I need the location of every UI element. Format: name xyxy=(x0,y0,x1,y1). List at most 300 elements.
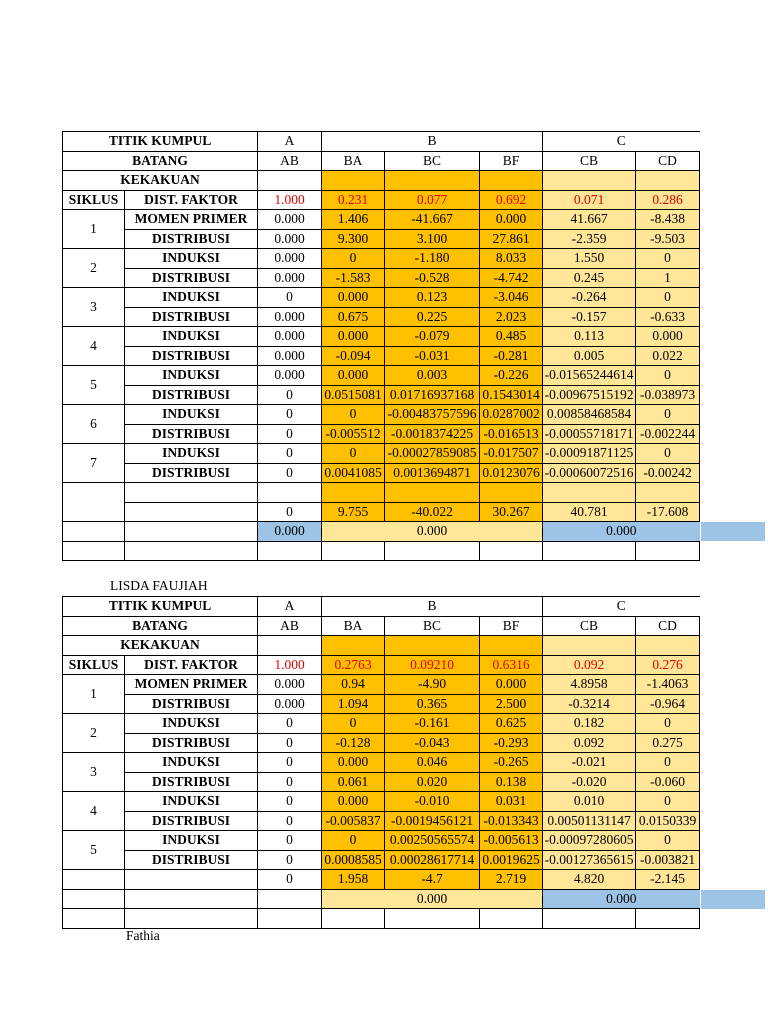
blank-cell xyxy=(125,870,258,890)
value-cell: 0 xyxy=(636,405,700,425)
value-cell: 0.000 xyxy=(322,753,385,773)
blank-cell xyxy=(322,483,385,503)
value-cell: -0.01565244614 xyxy=(543,366,636,386)
value-cell: 0.000 xyxy=(480,675,543,695)
distribution-factor: 0.092 xyxy=(543,655,636,675)
moment-distribution-table-1 xyxy=(62,131,700,561)
value-cell: 0 xyxy=(258,811,322,831)
distribution-factor: 0.286 xyxy=(636,190,700,210)
value-cell: 0.0008585 xyxy=(322,850,385,870)
value-cell: 2.500 xyxy=(480,694,543,714)
value-cell: -0.00055718171 xyxy=(543,424,636,444)
cycle-number: 4 xyxy=(63,327,125,366)
value-cell: -0.005837 xyxy=(322,811,385,831)
total-moment: -2.145 xyxy=(636,870,700,890)
joint-sum: 0.000 xyxy=(543,889,700,909)
blank-cell xyxy=(125,483,258,503)
value-cell: -0.079 xyxy=(385,327,480,347)
value-cell: 0 xyxy=(258,714,322,734)
value-cell: 0.000 xyxy=(322,288,385,308)
total-moment: 30.267 xyxy=(480,502,543,522)
row-label: DISTRIBUSI xyxy=(125,694,258,714)
value-cell: 0.225 xyxy=(385,307,480,327)
table-row xyxy=(63,424,700,444)
moment-distribution-table-2 xyxy=(62,596,700,929)
distribution-factor: 1.000 xyxy=(258,190,322,210)
value-cell: -0.002244 xyxy=(636,424,700,444)
value-cell: -0.964 xyxy=(636,694,700,714)
value-cell: 0.123 xyxy=(385,288,480,308)
value-cell: 0.0041085 xyxy=(322,463,385,483)
table-row xyxy=(63,694,700,714)
blank-cell xyxy=(543,541,636,561)
joint-label: A xyxy=(258,597,322,617)
author-caption-1: LISDA FAUJIAH xyxy=(110,578,208,593)
value-cell: -0.226 xyxy=(480,366,543,386)
titik-kumpul-label: TITIK KUMPUL xyxy=(63,132,258,152)
table-row xyxy=(63,444,700,464)
stiffness-cell xyxy=(543,171,636,191)
value-cell: 0.113 xyxy=(543,327,636,347)
blank-cell xyxy=(63,483,125,522)
blank-cell xyxy=(385,541,480,561)
stiffness-cell xyxy=(258,171,322,191)
value-cell: -0.3214 xyxy=(543,694,636,714)
row-label: INDUKSI xyxy=(125,327,258,347)
value-cell: 0.625 xyxy=(480,714,543,734)
table-row xyxy=(63,288,700,308)
row-label: DISTRIBUSI xyxy=(125,424,258,444)
cycle-number: 4 xyxy=(63,792,125,831)
row-label: DISTRIBUSI xyxy=(125,307,258,327)
distribution-factor: 0.09210 xyxy=(385,655,480,675)
row-label: DISTRIBUSI xyxy=(125,229,258,249)
header-row-joints xyxy=(63,132,700,152)
blank-cell xyxy=(480,541,543,561)
table-row xyxy=(63,405,700,425)
stiffness-cell xyxy=(322,636,385,656)
sum-cell-extension xyxy=(701,522,765,541)
value-cell: -0.00967515192 xyxy=(543,385,636,405)
table-row xyxy=(63,811,700,831)
table-row xyxy=(63,327,700,347)
row-label: DISTRIBUSI xyxy=(125,385,258,405)
header-row-members xyxy=(63,616,700,636)
total-moment: -17.608 xyxy=(636,502,700,522)
cycle-number: 1 xyxy=(63,210,125,249)
value-cell: -0.016513 xyxy=(480,424,543,444)
joint-label: B xyxy=(322,597,543,617)
value-cell: 0.0013694871 xyxy=(385,463,480,483)
value-cell: -0.528 xyxy=(385,268,480,288)
total-moment: 9.755 xyxy=(322,502,385,522)
value-cell: 0 xyxy=(258,385,322,405)
value-cell: -0.003821 xyxy=(636,850,700,870)
value-cell: -2.359 xyxy=(543,229,636,249)
value-cell: -0.021 xyxy=(543,753,636,773)
total-moment: 40.781 xyxy=(543,502,636,522)
stiffness-cell xyxy=(480,171,543,191)
stiffness-cell xyxy=(636,171,700,191)
value-cell: 0.005 xyxy=(543,346,636,366)
value-cell: 9.300 xyxy=(322,229,385,249)
value-cell: 0 xyxy=(322,444,385,464)
member-label: CD xyxy=(636,616,700,636)
value-cell: -1.180 xyxy=(385,249,480,269)
total-moment: 2.719 xyxy=(480,870,543,890)
value-cell: -0.017507 xyxy=(480,444,543,464)
stiffness-cell xyxy=(385,636,480,656)
value-cell: 0.182 xyxy=(543,714,636,734)
cycle-number: 5 xyxy=(63,831,125,870)
value-cell: 2.023 xyxy=(480,307,543,327)
value-cell: 8.033 xyxy=(480,249,543,269)
distribution-factor: 0.6316 xyxy=(480,655,543,675)
table-row xyxy=(63,831,700,851)
value-cell: 3.100 xyxy=(385,229,480,249)
value-cell: 0 xyxy=(636,753,700,773)
value-cell: -0.060 xyxy=(636,772,700,792)
value-cell: 0.675 xyxy=(322,307,385,327)
total-moment: 0 xyxy=(258,502,322,522)
dist-faktor-label: DIST. FAKTOR xyxy=(125,190,258,210)
table-row xyxy=(63,753,700,773)
blank-cell xyxy=(63,522,125,542)
value-cell: 0 xyxy=(258,753,322,773)
value-cell: -0.00483757596 xyxy=(385,405,480,425)
joint-sum: 0.000 xyxy=(543,522,700,542)
value-cell: 0 xyxy=(322,831,385,851)
value-cell: 0.000 xyxy=(258,307,322,327)
value-cell: 0.000 xyxy=(322,792,385,812)
value-cell: 0 xyxy=(636,831,700,851)
cycle-number: 1 xyxy=(63,675,125,714)
total-moment: -4.7 xyxy=(385,870,480,890)
row-label: DISTRIBUSI xyxy=(125,268,258,288)
stiffness-cell xyxy=(480,636,543,656)
blank-cell xyxy=(322,909,385,929)
value-cell: -0.013343 xyxy=(480,811,543,831)
blank-cell xyxy=(636,483,700,503)
blank-row xyxy=(63,541,700,561)
stiffness-cell xyxy=(543,636,636,656)
table-row xyxy=(63,850,700,870)
table-row xyxy=(63,307,700,327)
blank-cell xyxy=(258,483,322,503)
member-label: BF xyxy=(480,151,543,171)
table-row xyxy=(63,733,700,753)
blank-cell xyxy=(543,483,636,503)
value-cell: 0 xyxy=(258,288,322,308)
blank-cell xyxy=(636,909,700,929)
blank-cell xyxy=(125,541,258,561)
value-cell: -4.90 xyxy=(385,675,480,695)
value-cell: 0 xyxy=(258,733,322,753)
value-cell: 1.406 xyxy=(322,210,385,230)
value-cell: 0 xyxy=(258,772,322,792)
sum-cell-extension xyxy=(701,890,765,909)
value-cell: 0.000 xyxy=(322,366,385,386)
siklus-label: SIKLUS xyxy=(63,190,125,210)
value-cell: -0.281 xyxy=(480,346,543,366)
value-cell: -0.00242 xyxy=(636,463,700,483)
member-label: AB xyxy=(258,151,322,171)
value-cell: 0 xyxy=(636,714,700,734)
value-cell: 0.245 xyxy=(543,268,636,288)
value-cell: 0 xyxy=(322,714,385,734)
value-cell: 0.00858468584 xyxy=(543,405,636,425)
value-cell: -0.00027859085 xyxy=(385,444,480,464)
header-row-dist-factor xyxy=(63,655,700,675)
spacer-row xyxy=(63,483,700,503)
value-cell: 0 xyxy=(636,249,700,269)
row-label: INDUKSI xyxy=(125,714,258,734)
distribution-factor: 0.276 xyxy=(636,655,700,675)
value-cell: 0.000 xyxy=(258,675,322,695)
dist-faktor-label: DIST. FAKTOR xyxy=(125,655,258,675)
table-row xyxy=(63,268,700,288)
row-label: DISTRIBUSI xyxy=(125,733,258,753)
distribution-factor: 0.077 xyxy=(385,190,480,210)
row-label: INDUKSI xyxy=(125,444,258,464)
value-cell: 0 xyxy=(258,831,322,851)
joint-label: C xyxy=(543,597,700,617)
titik-kumpul-label: TITIK KUMPUL xyxy=(63,597,258,617)
value-cell: 0.0019625 xyxy=(480,850,543,870)
blank-cell xyxy=(385,909,480,929)
value-cell: -0.043 xyxy=(385,733,480,753)
value-cell: 0 xyxy=(636,792,700,812)
cycle-number: 2 xyxy=(63,249,125,288)
value-cell: 0.061 xyxy=(322,772,385,792)
table-row xyxy=(63,792,700,812)
cycle-number: 5 xyxy=(63,366,125,405)
value-cell: 0 xyxy=(636,288,700,308)
member-label: CB xyxy=(543,616,636,636)
value-cell: 0.092 xyxy=(543,733,636,753)
batang-label: BATANG xyxy=(63,151,258,171)
table-row xyxy=(63,385,700,405)
value-cell: 0.275 xyxy=(636,733,700,753)
row-label: INDUKSI xyxy=(125,288,258,308)
blank-cell xyxy=(63,889,125,909)
row-label: INDUKSI xyxy=(125,405,258,425)
value-cell: 0.94 xyxy=(322,675,385,695)
value-cell: 4.8958 xyxy=(543,675,636,695)
value-cell: 0.000 xyxy=(480,210,543,230)
blank-cell xyxy=(125,889,258,909)
member-label: BC xyxy=(385,616,480,636)
blank-cell xyxy=(125,502,258,522)
value-cell: -0.005613 xyxy=(480,831,543,851)
stiffness-cell xyxy=(322,171,385,191)
header-row-dist-factor xyxy=(63,190,700,210)
value-cell: 0.00250565574 xyxy=(385,831,480,851)
joint-label: A xyxy=(258,132,322,152)
value-cell: -0.128 xyxy=(322,733,385,753)
value-cell: -0.264 xyxy=(543,288,636,308)
value-cell: 0 xyxy=(322,405,385,425)
totals-row xyxy=(63,502,700,522)
row-label: DISTRIBUSI xyxy=(125,811,258,831)
value-cell: -0.005512 xyxy=(322,424,385,444)
blank-cell xyxy=(543,909,636,929)
value-cell: 1 xyxy=(636,268,700,288)
value-cell: -0.00127365615 xyxy=(543,850,636,870)
cycle-number: 2 xyxy=(63,714,125,753)
blank-cell xyxy=(258,889,322,909)
value-cell: 0.000 xyxy=(636,327,700,347)
kekakuan-label: KEKAKUAN xyxy=(63,171,258,191)
header-row-joints xyxy=(63,597,700,617)
value-cell: 0.01716937168 xyxy=(385,385,480,405)
value-cell: -0.0018374225 xyxy=(385,424,480,444)
value-cell: 0 xyxy=(322,249,385,269)
total-moment: -40.022 xyxy=(385,502,480,522)
stiffness-cell xyxy=(258,636,322,656)
blank-cell xyxy=(63,541,125,561)
joint-sum-row xyxy=(63,889,700,909)
value-cell: -0.157 xyxy=(543,307,636,327)
blank-cell xyxy=(63,870,125,890)
value-cell: 0.0150339 xyxy=(636,811,700,831)
blank-cell xyxy=(63,909,125,929)
member-label: CD xyxy=(636,151,700,171)
value-cell: 0.0123076 xyxy=(480,463,543,483)
row-label: DISTRIBUSI xyxy=(125,850,258,870)
value-cell: -0.00060072516 xyxy=(543,463,636,483)
value-cell: 0.485 xyxy=(480,327,543,347)
value-cell: 0.000 xyxy=(258,327,322,347)
joint-label: B xyxy=(322,132,543,152)
cycle-number: 6 xyxy=(63,405,125,444)
total-moment: 4.820 xyxy=(543,870,636,890)
row-label: MOMEN PRIMER xyxy=(125,210,258,230)
value-cell: 0.00501131147 xyxy=(543,811,636,831)
blank-cell xyxy=(480,483,543,503)
cycle-number: 3 xyxy=(63,753,125,792)
blank-cell xyxy=(636,541,700,561)
distribution-factor: 0.692 xyxy=(480,190,543,210)
value-cell: 27.861 xyxy=(480,229,543,249)
kekakuan-label: KEKAKUAN xyxy=(63,636,258,656)
value-cell: -0.038973 xyxy=(636,385,700,405)
value-cell: 0 xyxy=(258,463,322,483)
joint-sum: 0.000 xyxy=(322,522,543,542)
value-cell: 41.667 xyxy=(543,210,636,230)
value-cell: -0.161 xyxy=(385,714,480,734)
table-row xyxy=(63,210,700,230)
distribution-factor: 0.231 xyxy=(322,190,385,210)
row-label: MOMEN PRIMER xyxy=(125,675,258,695)
value-cell: -0.031 xyxy=(385,346,480,366)
value-cell: -0.020 xyxy=(543,772,636,792)
distribution-factor: 0.2763 xyxy=(322,655,385,675)
value-cell: 1.550 xyxy=(543,249,636,269)
total-moment: 1.958 xyxy=(322,870,385,890)
header-row-stiffness xyxy=(63,636,700,656)
value-cell: 0.000 xyxy=(258,366,322,386)
joint-sum-row xyxy=(63,522,700,542)
value-cell: 0.138 xyxy=(480,772,543,792)
member-label: BC xyxy=(385,151,480,171)
blank-cell xyxy=(480,909,543,929)
value-cell: 0 xyxy=(258,424,322,444)
value-cell: 0.000 xyxy=(258,210,322,230)
value-cell: -0.633 xyxy=(636,307,700,327)
blank-cell xyxy=(125,522,258,542)
value-cell: -0.00097280605 xyxy=(543,831,636,851)
value-cell: 0.00028617714 xyxy=(385,850,480,870)
table-row xyxy=(63,249,700,269)
blank-cell xyxy=(258,541,322,561)
value-cell: 0.000 xyxy=(258,229,322,249)
member-label: CB xyxy=(543,151,636,171)
value-cell: -0.293 xyxy=(480,733,543,753)
value-cell: -0.265 xyxy=(480,753,543,773)
stiffness-cell xyxy=(636,636,700,656)
value-cell: 0.046 xyxy=(385,753,480,773)
value-cell: 0.000 xyxy=(258,694,322,714)
value-cell: -0.094 xyxy=(322,346,385,366)
member-label: BA xyxy=(322,616,385,636)
row-label: INDUKSI xyxy=(125,249,258,269)
value-cell: 0 xyxy=(258,405,322,425)
blank-row xyxy=(63,909,700,929)
blank-cell xyxy=(322,541,385,561)
value-cell: -1.583 xyxy=(322,268,385,288)
row-label: INDUKSI xyxy=(125,753,258,773)
row-label: INDUKSI xyxy=(125,831,258,851)
row-label: DISTRIBUSI xyxy=(125,346,258,366)
joint-label: C xyxy=(543,132,700,152)
header-row-members xyxy=(63,151,700,171)
cycle-number: 7 xyxy=(63,444,125,483)
total-moment: 0 xyxy=(258,870,322,890)
cycle-number: 3 xyxy=(63,288,125,327)
value-cell: -9.503 xyxy=(636,229,700,249)
value-cell: 0.031 xyxy=(480,792,543,812)
value-cell: -0.010 xyxy=(385,792,480,812)
row-label: DISTRIBUSI xyxy=(125,772,258,792)
joint-sum: 0.000 xyxy=(258,522,322,542)
value-cell: 0.0515081 xyxy=(322,385,385,405)
author-caption-2: Fathia xyxy=(126,928,160,943)
totals-row xyxy=(63,870,700,890)
value-cell: 0.000 xyxy=(258,346,322,366)
value-cell: 0.010 xyxy=(543,792,636,812)
value-cell: 0.022 xyxy=(636,346,700,366)
table-row xyxy=(63,675,700,695)
value-cell: -1.4063 xyxy=(636,675,700,695)
header-row-stiffness xyxy=(63,171,700,191)
member-label: BA xyxy=(322,151,385,171)
row-label: DISTRIBUSI xyxy=(125,463,258,483)
table-row xyxy=(63,346,700,366)
table-row xyxy=(63,463,700,483)
member-label: BF xyxy=(480,616,543,636)
table-row xyxy=(63,366,700,386)
table-row xyxy=(63,714,700,734)
blank-cell xyxy=(258,909,322,929)
stiffness-cell xyxy=(385,171,480,191)
value-cell: 0 xyxy=(636,366,700,386)
value-cell: 0.020 xyxy=(385,772,480,792)
value-cell: -41.667 xyxy=(385,210,480,230)
distribution-factor: 0.071 xyxy=(543,190,636,210)
table-row xyxy=(63,772,700,792)
siklus-label: SIKLUS xyxy=(63,655,125,675)
